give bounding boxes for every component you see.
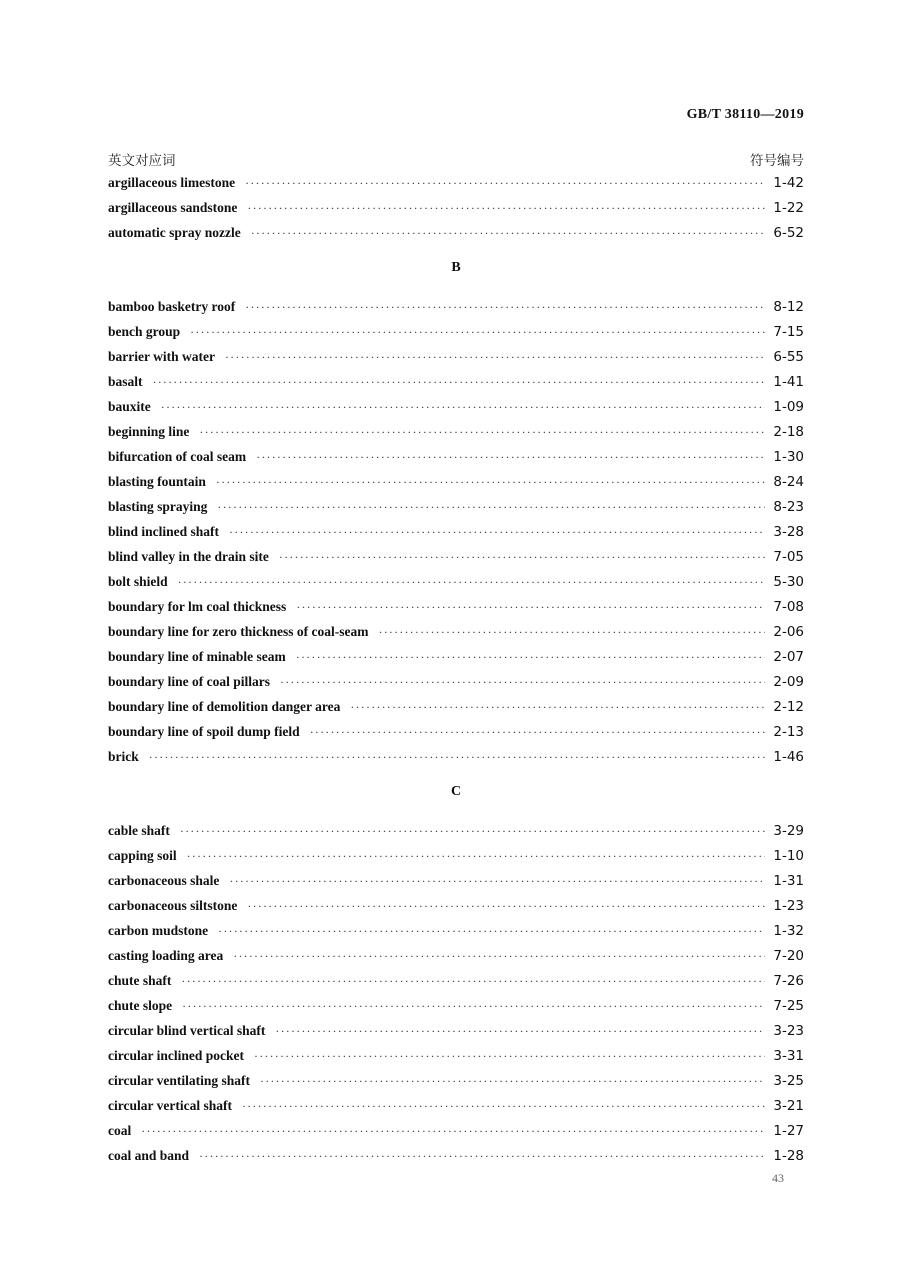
- entry-code: 1-10: [773, 848, 804, 864]
- entry-code: 6-52: [773, 225, 804, 241]
- entry-code: 2-09: [773, 674, 804, 690]
- index-entry: [108, 524, 804, 544]
- entry-term: basalt: [108, 374, 143, 389]
- dot-leader: [296, 650, 766, 665]
- entry-term: casting loading area: [108, 948, 224, 963]
- entry-code: 1-30: [773, 449, 804, 465]
- index-entry: [108, 1123, 804, 1143]
- entry-term: circular blind vertical shaft: [108, 1023, 266, 1038]
- dot-leader: [251, 226, 766, 241]
- entry-term: boundary line of demolition danger area: [108, 699, 341, 714]
- dot-leader: [218, 924, 765, 939]
- dot-leader: [199, 1149, 765, 1164]
- entry-term: boundary line for zero thickness of coal-seam: [108, 624, 369, 639]
- index-entry: [108, 699, 804, 719]
- dot-leader: [245, 176, 765, 191]
- index-entry: [108, 1098, 804, 1118]
- entry-term: argillaceous limestone: [108, 175, 236, 190]
- dot-leader: [350, 700, 765, 715]
- entry-code: 1-23: [773, 898, 804, 914]
- entry-term: capping soil: [108, 848, 177, 863]
- index-entry: [108, 624, 804, 644]
- entry-code: 2-06: [773, 624, 804, 640]
- entry-term: bauxite: [108, 399, 151, 414]
- entry-term: boundary for lm coal thickness: [108, 599, 287, 614]
- dot-leader: [260, 1074, 765, 1089]
- entry-term: blind inclined shaft: [108, 524, 220, 539]
- entry-code: 3-28: [773, 524, 804, 540]
- index-entry: [108, 1023, 804, 1043]
- index-entry: [108, 225, 804, 245]
- entry-term: carbonaceous siltstone: [108, 898, 238, 913]
- dot-leader: [187, 849, 766, 864]
- entry-term: bifurcation of coal seam: [108, 449, 247, 464]
- entry-term: barrier with water: [108, 349, 215, 364]
- entry-code: 1-46: [773, 749, 804, 765]
- entry-term: circular vertical shaft: [108, 1098, 232, 1113]
- index-entry: [108, 1148, 804, 1168]
- dot-leader: [229, 874, 765, 889]
- entry-code: 2-12: [773, 699, 804, 715]
- entry-code: 1-31: [773, 873, 804, 889]
- dot-leader: [161, 400, 766, 415]
- entry-code: 8-23: [773, 499, 804, 515]
- entry-code: 5-30: [773, 574, 804, 590]
- entry-term: blasting spraying: [108, 499, 208, 514]
- index-entry: [108, 848, 804, 868]
- entry-term: automatic spray nozzle: [108, 225, 241, 240]
- entry-code: 3-31: [773, 1048, 804, 1064]
- entry-code: 8-24: [773, 474, 804, 490]
- index-entry: [108, 749, 804, 769]
- entry-term: boundary line of minable seam: [108, 649, 286, 664]
- entry-term: coal: [108, 1123, 132, 1138]
- dot-leader: [149, 750, 766, 765]
- entry-term: brick: [108, 749, 139, 764]
- index-entry: [108, 299, 804, 319]
- dot-leader: [275, 1024, 765, 1039]
- index-entry: [108, 898, 804, 918]
- entry-term: cable shaft: [108, 823, 170, 838]
- section-letter-c: C: [450, 784, 462, 799]
- entry-code: 2-13: [773, 724, 804, 740]
- entry-code: 8-12: [773, 299, 804, 315]
- index-entry: [108, 374, 804, 394]
- entry-code: 2-18: [773, 424, 804, 440]
- index-entry: [108, 1073, 804, 1093]
- column-header: [108, 149, 804, 169]
- dot-leader: [296, 600, 765, 615]
- index-entry: [108, 449, 804, 469]
- index-entry: [108, 948, 804, 968]
- entry-term: beginning line: [108, 424, 190, 439]
- column-header-code: 符号编号: [750, 153, 804, 169]
- entry-code: 7-05: [773, 549, 804, 565]
- entry-term: blasting fountain: [108, 474, 206, 489]
- entry-code: 1-27: [773, 1123, 804, 1139]
- index-entry: [108, 474, 804, 494]
- dot-leader: [310, 725, 766, 740]
- dot-leader: [178, 575, 766, 590]
- column-header-english: 英文对应词: [108, 153, 176, 169]
- index-entry: [108, 200, 804, 220]
- index-entry: [108, 1048, 804, 1068]
- entry-term: argillaceous sandstone: [108, 200, 238, 215]
- index-entry: [108, 923, 804, 943]
- entry-code: 1-32: [773, 923, 804, 939]
- entry-code: 3-25: [773, 1073, 804, 1089]
- index-entry: [108, 998, 804, 1018]
- entry-term: bamboo basketry roof: [108, 299, 236, 314]
- entry-term: boundary line of spoil dump field: [108, 724, 300, 739]
- page-number: 43: [772, 1171, 784, 1185]
- index-entry: [108, 724, 804, 744]
- entry-term: coal and band: [108, 1148, 190, 1163]
- entry-code: 7-26: [773, 973, 804, 989]
- dot-leader: [141, 1124, 765, 1139]
- dot-leader: [182, 999, 765, 1014]
- dot-leader: [229, 525, 765, 540]
- entry-code: 7-08: [773, 599, 804, 615]
- entry-term: circular ventilating shaft: [108, 1073, 250, 1088]
- index-entry: [108, 499, 804, 519]
- dot-leader: [181, 974, 765, 989]
- dot-leader: [242, 1099, 765, 1114]
- document-code: GB/T 38110—2019: [686, 107, 804, 122]
- section-letter-b: B: [451, 260, 461, 275]
- index-entry: [108, 973, 804, 993]
- entry-code: 7-15: [773, 324, 804, 340]
- entry-term: carbonaceous shale: [108, 873, 220, 888]
- entry-code: 3-29: [773, 823, 804, 839]
- entry-code: 1-09: [773, 399, 804, 415]
- entry-code: 6-55: [773, 349, 804, 365]
- entry-code: 3-21: [773, 1098, 804, 1114]
- dot-leader: [233, 949, 765, 964]
- dot-leader: [190, 325, 765, 340]
- dot-leader: [153, 375, 766, 390]
- entry-code: 3-23: [773, 1023, 804, 1039]
- entry-code: 7-20: [773, 948, 804, 964]
- index-entry: [108, 823, 804, 843]
- dot-leader: [199, 425, 765, 440]
- index-entry: [108, 175, 804, 195]
- dot-leader: [379, 625, 766, 640]
- index-entry: [108, 349, 804, 369]
- dot-leader: [247, 201, 765, 216]
- entry-term: blind valley in the drain site: [108, 549, 269, 564]
- entry-code: 7-25: [773, 998, 804, 1014]
- entry-term: chute slope: [108, 998, 173, 1013]
- entry-term: circular inclined pocket: [108, 1048, 244, 1063]
- index-entry: [108, 549, 804, 569]
- entry-term: bolt shield: [108, 574, 168, 589]
- index-entry: [108, 674, 804, 694]
- index-entry: [108, 599, 804, 619]
- entry-code: 1-42: [773, 175, 804, 191]
- index-entry: [108, 324, 804, 344]
- dot-leader: [225, 350, 765, 365]
- entry-code: 1-41: [773, 374, 804, 390]
- dot-leader: [245, 300, 765, 315]
- dot-leader: [216, 475, 765, 490]
- entry-term: boundary line of coal pillars: [108, 674, 271, 689]
- index-entry: [108, 574, 804, 594]
- entry-code: 1-28: [773, 1148, 804, 1164]
- entry-term: carbon mudstone: [108, 923, 209, 938]
- index-entry: [108, 424, 804, 444]
- index-entry: [108, 873, 804, 893]
- dot-leader: [279, 550, 765, 565]
- dot-leader: [256, 450, 765, 465]
- entry-term: bench group: [108, 324, 181, 339]
- dot-leader: [280, 675, 765, 690]
- dot-leader: [254, 1049, 765, 1064]
- entry-code: 2-07: [773, 649, 804, 665]
- index-entry: [108, 399, 804, 419]
- dot-leader: [247, 899, 765, 914]
- dot-leader: [180, 824, 765, 839]
- dot-leader: [217, 500, 765, 515]
- entry-term: chute shaft: [108, 973, 172, 988]
- index-entry: [108, 649, 804, 669]
- entry-code: 1-22: [773, 200, 804, 216]
